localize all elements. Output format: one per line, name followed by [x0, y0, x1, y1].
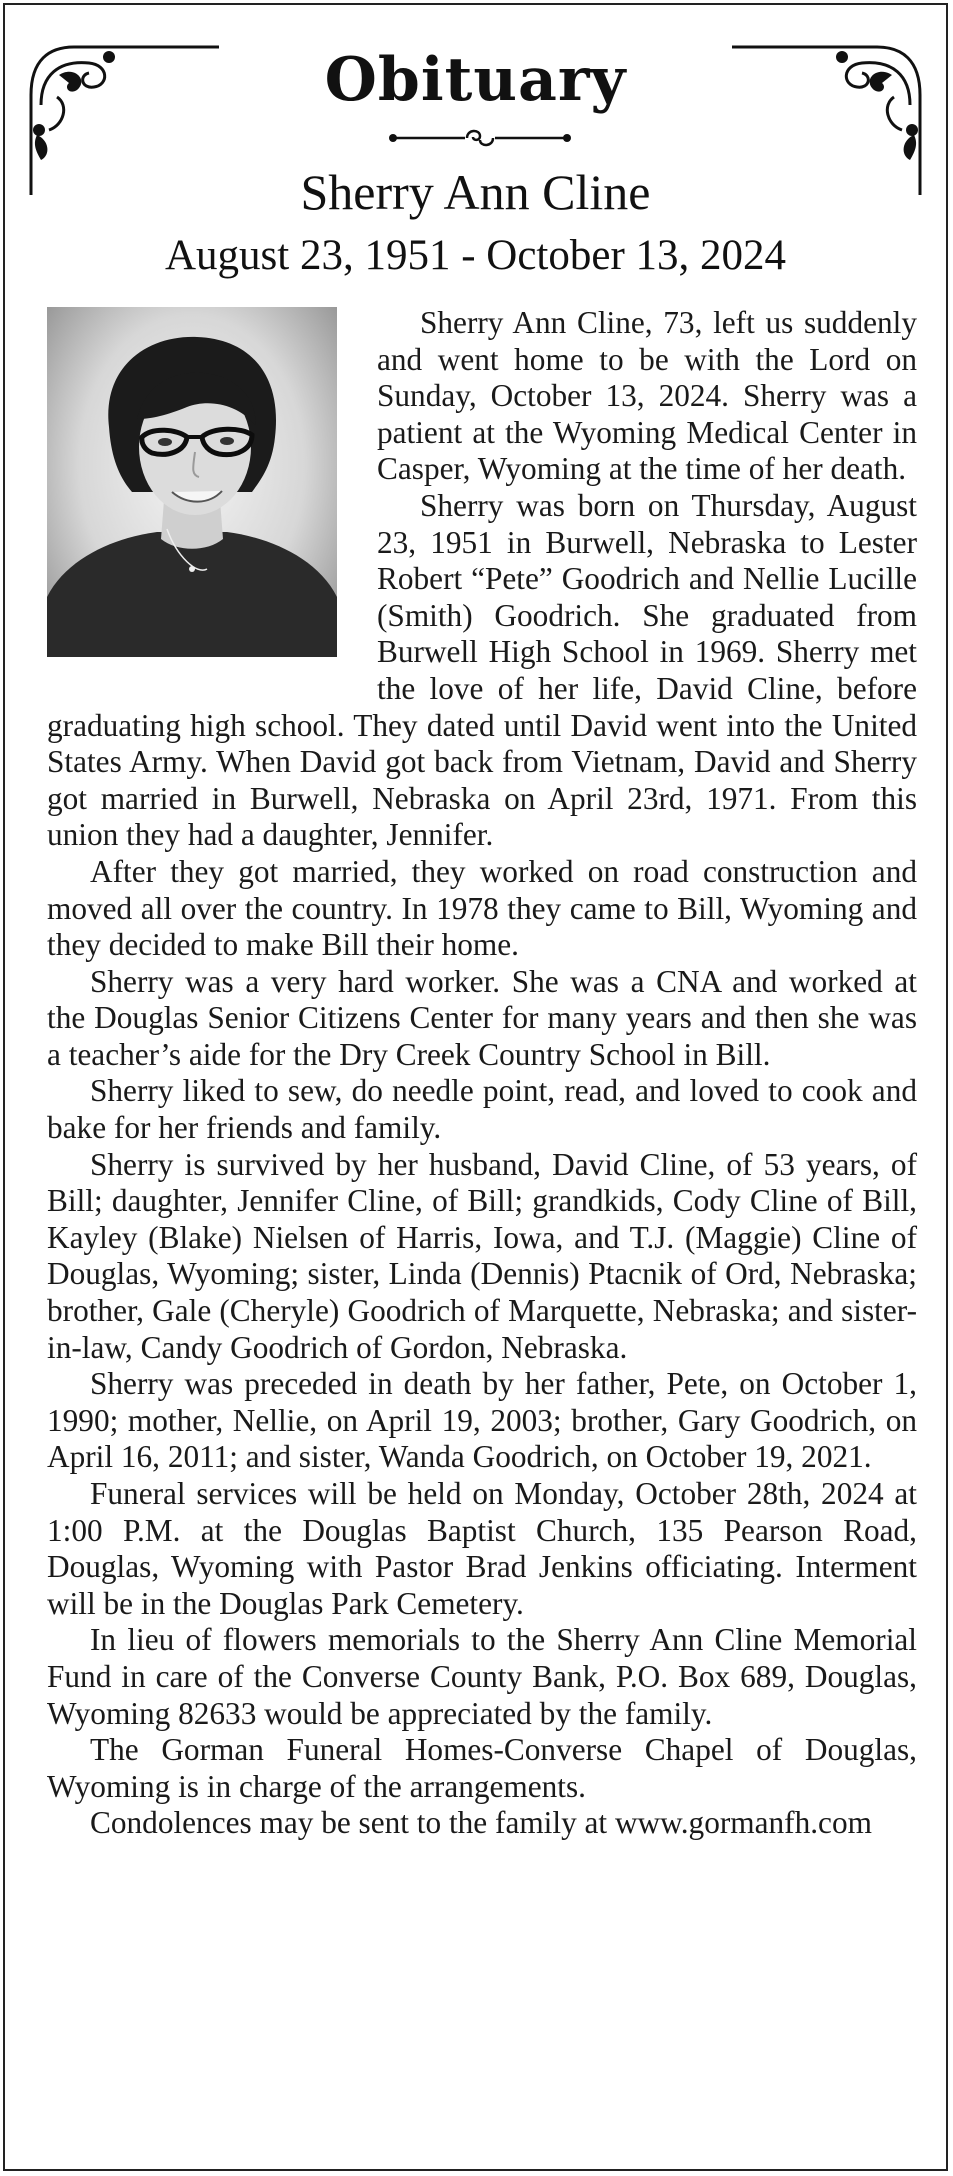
divider-ornament-icon	[385, 123, 575, 153]
paragraph: Condolences may be sent to the family at www.gormanfh.com	[90, 1805, 872, 1841]
deceased-name: Sherry Ann Cline	[300, 164, 651, 220]
obituary-frame	[3, 3, 948, 2171]
life-dates: August 23, 1951 - October 13, 2024	[164, 232, 787, 279]
paragraph: Sherry was preceded in death by her father, Pete, on October 1, 1990; mother, Nellie, on April 19, 2003; brother, Gary Goodrich, on April 16, 2011; and sister, Wanda Goodrich, on October 19, 2021.	[47, 1366, 917, 1475]
obituary-heading: Obituary	[324, 45, 627, 115]
paragraph: Funeral services will be held on Monday, October 28th, 2024 at 1:00 P.M. at the Douglas Baptist Church, 135 Pearson Road, Douglas, Wyoming with Pastor Brad Jenkins officiating. Interment will be in the Douglas Park Cemetery.	[47, 1476, 917, 1621]
obituary-body	[47, 305, 917, 1842]
paragraph: In lieu of flowers memorials to the Sherry Ann Cline Memorial Fund in care of the Converse County Bank, P.O. Box 689, Douglas, Wyoming 82633 would be appreciated by the family.	[47, 1622, 917, 1731]
paragraph: Sherry was born on Thursday, August 23, 1951 in Burwell, Nebraska to Lester Robert “Pete” Goodrich and Nellie Lucille (Smith) Goodrich. She graduated from Burwell High School in 1969. Sherry met the love of her life, David Cline, before graduating high school. They dated until David went into the United States Army. When David got back from Vietnam, David and Sherry got married in Burwell, Nebraska on April 23rd, 1971. From this union they had a daughter, Jennifer.	[47, 487, 917, 853]
paragraph: Sherry liked to sew, do needle point, read, and loved to cook and bake for her friends and family.	[47, 1073, 917, 1146]
paragraph: Sherry was a very hard worker. She was a CNA and worked at the Douglas Senior Citizens Center for many years and then she was a teacher’s aide for the Dry Creek Country School in Bill.	[47, 963, 917, 1072]
paragraph: Sherry Ann Cline, 73, left us suddenly and went home to be with the Lord on Sunday, October 13, 2024. Sherry was a patient at the Wyoming Medical Center in Casper, Wyoming at the time of her death.	[377, 305, 917, 487]
paragraph: After they got married, they worked on road construction and moved all over the country. In 1978 they came to Bill, Wyoming and they decided to make Bill their home.	[47, 853, 917, 963]
paragraph: The Gorman Funeral Homes-Converse Chapel of Douglas, Wyoming is in charge of the arrangements.	[47, 1732, 917, 1804]
paragraph: Sherry is survived by her husband, David Cline, of 53 years, of Bill; daughter, Jennifer Cline, of Bill; grandkids, Cody Cline of Bill, Kayley (Blake) Nielsen of Harris, Iowa, and T.J. (Maggie) Cline of Douglas, Wyoming; sister, Linda (Dennis) Ptacnik of Ord, Nebraska; brother, Gale (Cheryle) Goodrich of Marquette, Nebraska; and sister-in-law, Candy Goodrich of Gordon, Nebraska.	[47, 1146, 917, 1365]
